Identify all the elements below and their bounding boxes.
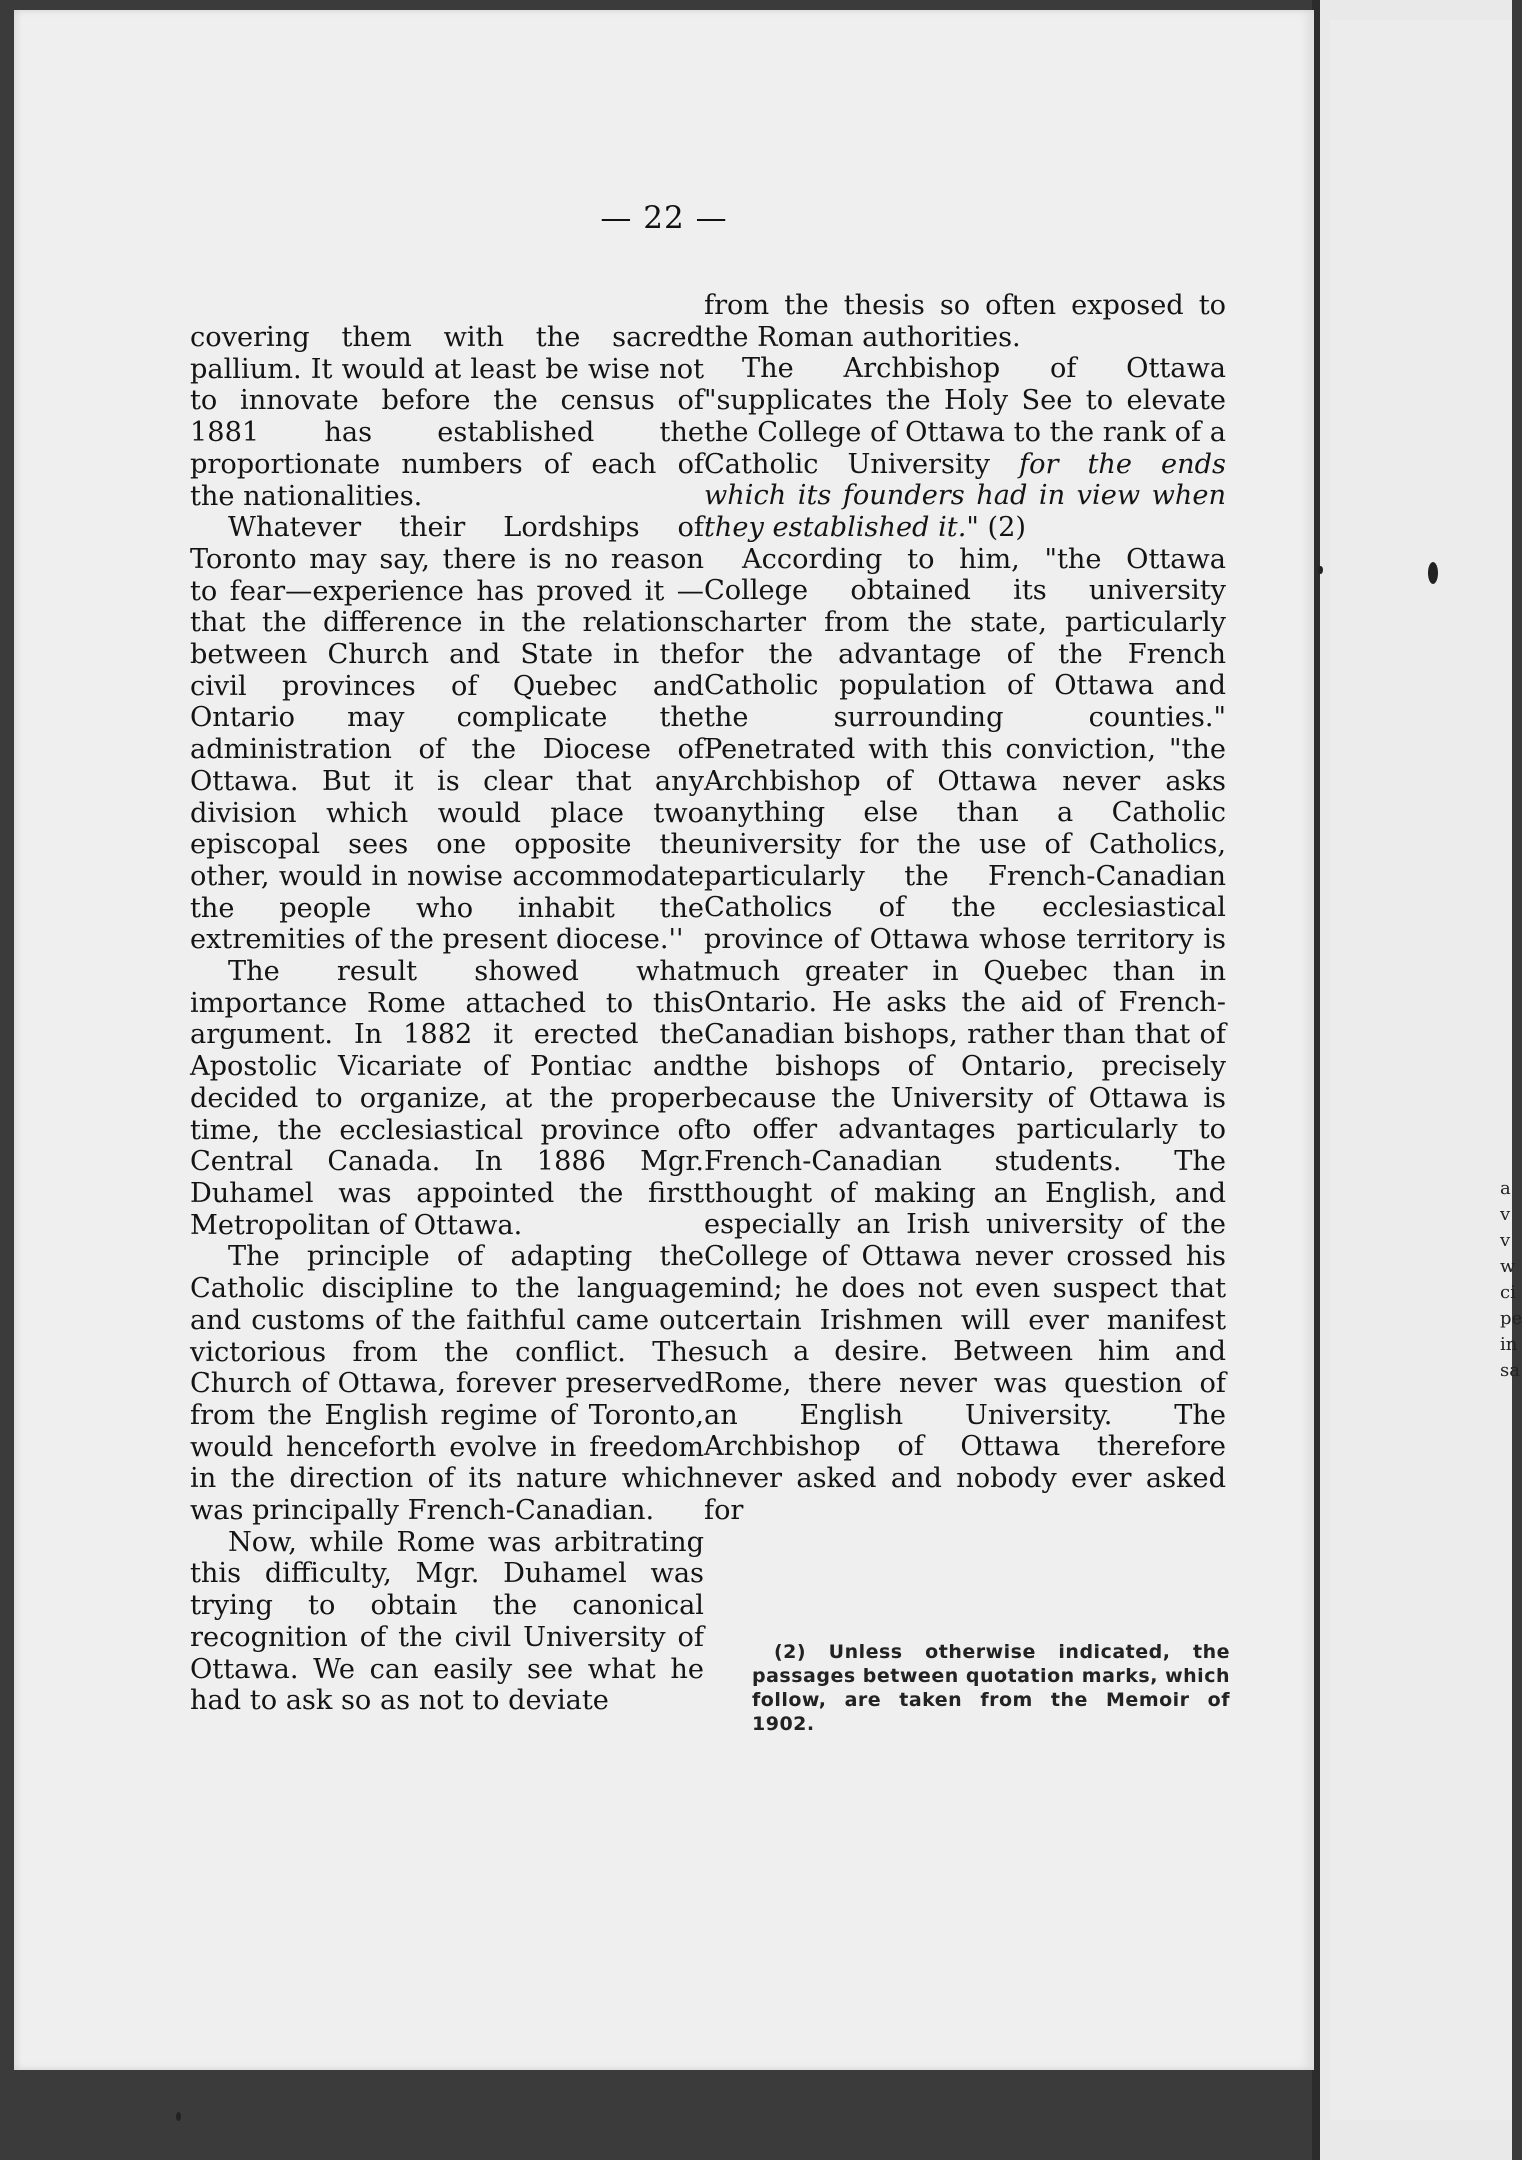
left-paragraph-5: Now, while Rome was arbitrating this difficulty, Mgr. Duhamel was trying to obtain the canonical recognition of the civil University of Ottawa. We can easily see what he had to ask so as not to deviate	[190, 1526, 704, 1717]
left-paragraph-4: The principle of adapting the Catholic discipline to the language and customs of the faithful came out victorious from the conflict. The Church of Ottawa, forever preserved from the English regime of Toronto, would henceforth evolve in freedom in the direction of its nature which was principally French-Canadian.	[190, 1241, 704, 1527]
facing-page-fragment: v	[1500, 1230, 1511, 1251]
right-column	[704, 290, 1226, 1526]
ink-speck	[1428, 562, 1438, 584]
left-paragraph-2: Whatever their Lordships of Toronto may say, there is no reason to fear—experience has proved it —that the difference in the relations between Church and State in the civil provinces of Quebec and Ontario may complicate the administration of the Diocese of Ottawa. But it is clear that any division which would place two episcopal sees one opposite the other, would in nowise accommodate the people who inhabit the extremities of the present diocese.''	[190, 512, 704, 956]
left-paragraph-3: The result showed what importance Rome attached to this argument. In 1882 it erected the Apostolic Vicariate of Pontiac and decided to organize, at the proper time, the ecclesiastical province of Central Canada. In 1886 Mgr. Duhamel was appointed the first Metropolitan of Ottawa.	[190, 956, 704, 1241]
page-number: — 22 —	[600, 200, 728, 236]
book-page	[14, 10, 1314, 2070]
footnote-reference: (2)	[978, 511, 1027, 543]
facing-page-fragment: in	[1500, 1334, 1518, 1355]
facing-page-fragment: w	[1500, 1256, 1516, 1277]
ink-speck	[176, 2112, 181, 2121]
facing-page-fragment: ci	[1500, 1282, 1516, 1303]
right-paragraph-3: According to him, "the Ottawa College obtained its university charter from the state, particularly for the advantage of the French Catholic population of Ottawa and the surrounding counties." Penetrated with this conviction, "the Archbishop of Ottawa never asks anything else than a Catholic university for the use of Catholics, particularly the French-Canadian Catholics of the ecclesiastical province of Ottawa whose territory is much greater in Quebec than in Ontario. He asks the aid of French-Canadian bishops, rather than that of the bishops of Ontario, precisely because the University of Ottawa is to offer advantages particularly to French-Canadian students. The thought of making an English, and especially an Irish university of the College of Ottawa never crossed his mind; he does not even suspect that certain Irishmen will ever manifest such a desire. Between him and Rome, there never was question of an English University. The Archbishop of Ottawa therefore never asked and nobody ever asked for	[704, 543, 1226, 1526]
facing-page-leaf	[1330, 20, 1522, 2120]
facing-page-fragment: v	[1500, 1204, 1511, 1225]
right-paragraph-1: from the thesis so often exposed to the Roman authorities.	[704, 290, 1226, 353]
left-paragraph-1: covering them with the sacred pallium. It would at least be wise not to innovate before the census of 1881 has established the proportionate numbers of each of the nationalities.	[190, 322, 704, 512]
right-paragraph-2-text: The Archbishop of Ottawa "supplicates the Holy See to elevate the College of Ottawa to the rank of a Catholic University	[704, 353, 1226, 480]
facing-page-fragment: pe	[1500, 1308, 1522, 1329]
facing-page-fragment: a	[1500, 1178, 1511, 1199]
right-paragraph-2-italic: for the ends which its founders had in view when they established it."	[704, 448, 1226, 543]
facing-page-fragment: sa	[1500, 1360, 1520, 1381]
ink-speck	[1318, 566, 1323, 574]
left-column	[190, 322, 704, 1717]
footnote: (2) Unless otherwise indicated, the passages between quotation marks, which follow, are taken from the Memoir of 1902.	[752, 1641, 1230, 1735]
right-paragraph-2	[704, 353, 1226, 543]
